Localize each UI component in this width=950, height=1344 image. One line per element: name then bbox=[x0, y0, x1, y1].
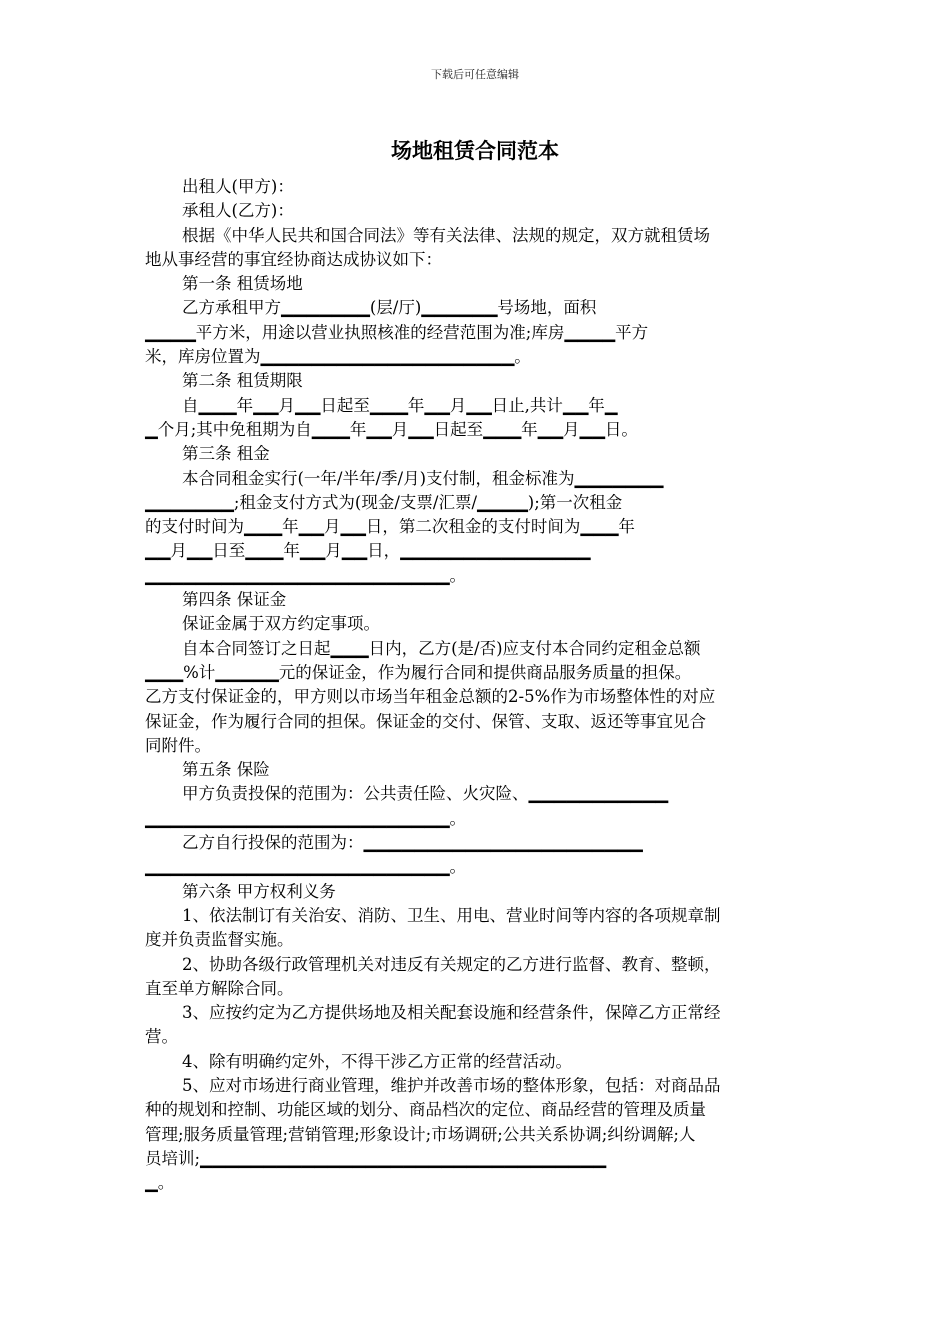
body-line: 保证金属于双方约定事项。 bbox=[182, 614, 380, 634]
body-line: 米，库房位置为▁▁▁▁▁▁▁▁▁▁▁▁▁▁▁▁▁▁▁▁。 bbox=[145, 347, 531, 367]
body-line: 乙方承租甲方▁▁▁▁▁▁▁(层/厅)▁▁▁▁▁▁号场地，面积 bbox=[182, 298, 597, 318]
body-line: ▁▁▁%计▁▁▁▁▁元的保证金，作为履行合同和提供商品服务质量的担保。 bbox=[145, 662, 692, 682]
body-line: 自▁▁▁年▁▁月▁▁日起至▁▁▁年▁▁月▁▁日止,共计▁▁年▁ bbox=[182, 395, 618, 415]
body-line: ▁▁▁▁▁▁▁;租金支付方式为(现金/支票/汇票/▁▁▁▁);第一次租金 bbox=[145, 492, 623, 512]
body-line: 营。 bbox=[145, 1027, 178, 1047]
body-line: 承租人(乙方)： bbox=[182, 201, 294, 221]
body-line: ▁▁▁▁平方米，用途以营业执照核准的经营范围为准;库房▁▁▁▁平方 bbox=[145, 322, 649, 342]
body-line: ▁▁▁▁▁▁▁▁▁▁▁▁▁▁▁▁▁▁▁▁▁▁▁▁。 bbox=[145, 808, 467, 828]
body-line: 1、依法制订有关治安、消防、卫生、用电、营业时间等内容的各项规章制 bbox=[182, 905, 721, 925]
body-line: 的支付时间为▁▁▁年▁▁月▁▁日，第二次租金的支付时间为▁▁▁年 bbox=[145, 517, 635, 537]
body-line: 第四条 保证金 bbox=[182, 590, 287, 610]
document-title: 场地租赁合同范本 bbox=[391, 139, 559, 163]
body-line: 本合同租金实行(一年/半年/季/月)支付制，租金标准为▁▁▁▁▁▁▁ bbox=[182, 468, 664, 488]
body-line: 地从事经营的事宜经协商达成协议如下： bbox=[145, 249, 442, 269]
body-line: 根据《中华人民共和国合同法》等有关法律、法规的规定，双方就租赁场 bbox=[182, 225, 710, 245]
body-line: 第五条 保险 bbox=[182, 760, 270, 780]
body-line: 同附件。 bbox=[145, 735, 211, 755]
body-line: 乙方自行投保的范围为：▁▁▁▁▁▁▁▁▁▁▁▁▁▁▁▁▁▁▁▁▁▁ bbox=[182, 833, 643, 853]
body-line: 乙方支付保证金的，甲方则以市场当年租金总额的2-5%作为市场整体性的对应 bbox=[145, 687, 716, 707]
body-line: 自本合同签订之日起▁▁▁日内，乙方(是/否)应支付本合同约定租金总额 bbox=[182, 638, 701, 658]
body-line: 员培训;▁▁▁▁▁▁▁▁▁▁▁▁▁▁▁▁▁▁▁▁▁▁▁▁▁▁▁▁▁▁▁▁ bbox=[145, 1148, 607, 1168]
body-line: ▁▁▁▁▁▁▁▁▁▁▁▁▁▁▁▁▁▁▁▁▁▁▁▁。 bbox=[145, 857, 467, 877]
body-line: ▁。 bbox=[145, 1173, 175, 1193]
body-line: 种的规划和控制、功能区域的划分、商品档次的定位、商品经营的管理及质量 bbox=[145, 1100, 706, 1120]
body-line: ▁▁▁▁▁▁▁▁▁▁▁▁▁▁▁▁▁▁▁▁▁▁▁▁。 bbox=[145, 565, 467, 585]
body-line: 3、应按约定为乙方提供场地及相关配套设施和经营条件，保障乙方正常经 bbox=[182, 1003, 721, 1023]
body-line: 4、除有明确约定外，不得干涉乙方正常的经营活动。 bbox=[182, 1051, 572, 1071]
body-line: 5、应对市场进行商业管理，维护并改善市场的整体形象，包括：对商品品 bbox=[182, 1075, 721, 1095]
body-line: 度并负责监督实施。 bbox=[145, 930, 294, 950]
body-line: 保证金，作为履行合同的担保。保证金的交付、保管、支取、返还等事宜见合 bbox=[145, 711, 706, 731]
body-line: 出租人(甲方)： bbox=[182, 177, 294, 196]
body-line: 第三条 租金 bbox=[182, 444, 270, 464]
body-line: 管理;服务质量管理;营销管理;形象设计;市场调研;公共关系协调;纠纷调解;人 bbox=[145, 1124, 696, 1144]
body-line: 直至单方解除合同。 bbox=[145, 978, 294, 998]
body-line: ▁个月;其中免租期为自▁▁▁年▁▁月▁▁日起至▁▁▁年▁▁月▁▁日。 bbox=[145, 419, 638, 439]
body-line: 第六条 甲方权利义务 bbox=[182, 881, 336, 901]
body-line: 甲方负责投保的范围为：公共责任险、火灾险、▁▁▁▁▁▁▁▁▁▁▁ bbox=[182, 784, 669, 804]
body-line: 2、协助各级行政管理机关对违反有关规定的乙方进行监督、教育、整顿， bbox=[182, 954, 721, 974]
contract-body bbox=[145, 175, 817, 1195]
body-line: 第二条 租赁期限 bbox=[182, 371, 303, 391]
body-line: 第一条 租赁场地 bbox=[182, 274, 303, 294]
header-note: 下载后可任意编辑 bbox=[431, 68, 519, 81]
body-line: ▁▁月▁▁日至▁▁▁年▁▁月▁▁日，▁▁▁▁▁▁▁▁▁▁▁▁▁▁▁ bbox=[145, 541, 591, 561]
